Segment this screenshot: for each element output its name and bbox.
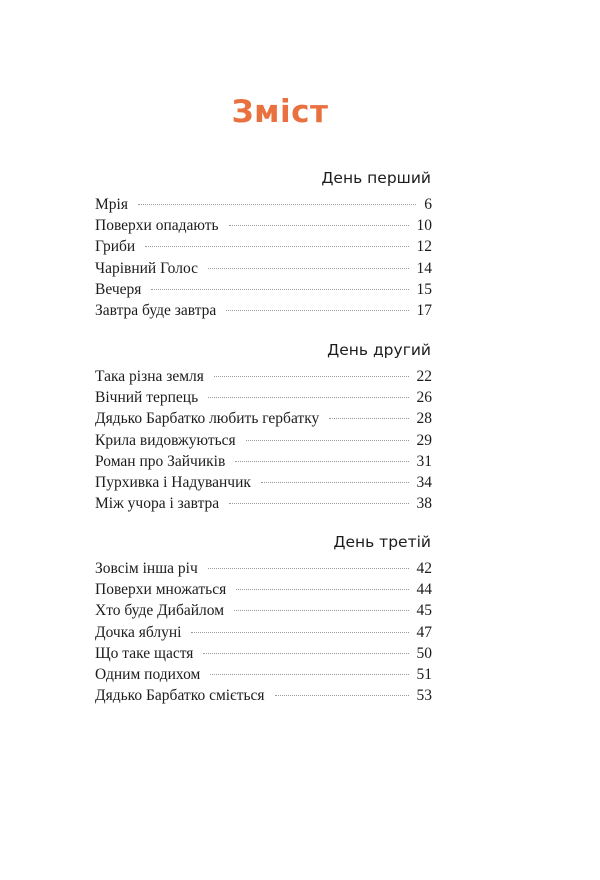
- entry-title: Завтра буде завтра: [95, 301, 217, 319]
- toc-entry[interactable]: [95, 300, 432, 321]
- entry-page-number: 50: [416, 644, 432, 662]
- entry-page-number: 47: [416, 623, 432, 641]
- dot-leader: [145, 246, 408, 247]
- entry-page-number: 38: [416, 495, 432, 513]
- entry-page-number: 31: [416, 452, 432, 470]
- entry-page-number: 22: [416, 368, 432, 385]
- toc-entry[interactable]: [95, 194, 432, 215]
- entry-title: Пурхивка і Надуванчик: [95, 473, 251, 491]
- dot-leader: [236, 589, 408, 590]
- dot-leader: [208, 568, 409, 569]
- toc-entry[interactable]: [95, 685, 432, 706]
- entry-page-number: 34: [416, 473, 432, 491]
- entry-page-number: 53: [416, 687, 432, 705]
- entry-title: Чарівний Голос: [95, 259, 198, 277]
- toc-entry[interactable]: [95, 279, 432, 300]
- toc-entry[interactable]: [95, 579, 432, 600]
- entry-page-number: 6: [424, 196, 432, 213]
- entry-page-number: 14: [416, 259, 432, 277]
- dot-leader: [229, 503, 408, 504]
- toc-entry[interactable]: [95, 366, 432, 387]
- dot-leader: [246, 440, 409, 441]
- toc-entry[interactable]: [95, 493, 432, 514]
- entry-page-number: 17: [416, 301, 432, 319]
- toc-entry[interactable]: [95, 387, 432, 408]
- dot-leader: [235, 461, 408, 462]
- toc-entry[interactable]: [95, 472, 432, 493]
- entry-page-number: 10: [416, 217, 432, 235]
- entry-title: Така різна земля: [95, 368, 204, 385]
- entry-title: Дядько Барбатко любить гербатку: [95, 410, 320, 428]
- entry-page-number: 45: [416, 602, 432, 620]
- entry-title: Вічний терпець: [95, 389, 199, 407]
- entry-title: Між учора і завтра: [95, 495, 220, 513]
- toc-entry[interactable]: [95, 408, 432, 429]
- toc-entry[interactable]: [95, 258, 432, 279]
- dot-leader: [151, 289, 408, 290]
- toc-entry[interactable]: [95, 622, 432, 643]
- page-title: Зміст: [231, 94, 329, 130]
- entry-title: Зовсім інша річ: [95, 560, 198, 577]
- entry-title: Дочка яблуні: [95, 623, 182, 641]
- dot-leader: [229, 225, 409, 226]
- toc-entry[interactable]: [95, 236, 432, 257]
- entry-page-number: 44: [416, 581, 432, 599]
- section-heading: День третій: [333, 533, 431, 551]
- entry-title: Роман про Зайчиків: [95, 452, 226, 470]
- dot-leader: [261, 482, 409, 483]
- entry-title: Гриби: [95, 238, 136, 256]
- entry-page-number: 15: [416, 280, 432, 298]
- entry-page-number: 12: [416, 238, 432, 256]
- toc-entry[interactable]: [95, 558, 432, 579]
- entry-page-number: 28: [416, 410, 432, 428]
- toc-entry[interactable]: [95, 643, 432, 664]
- entry-page-number: 26: [416, 389, 432, 407]
- entry-title: Дядько Барбатко сміється: [95, 687, 265, 705]
- entry-title: Одним подихом: [95, 665, 201, 683]
- dot-leader: [275, 695, 409, 696]
- entry-title: Що таке щастя: [95, 644, 194, 662]
- toc-section-day-one: [95, 167, 432, 321]
- toc-entry[interactable]: [95, 451, 432, 472]
- dot-leader: [226, 310, 408, 311]
- section-heading: День другий: [327, 341, 431, 359]
- section-heading: День перший: [321, 169, 431, 187]
- toc-section-day-three: [95, 531, 432, 706]
- entry-title: Хто буде Дибайлом: [95, 602, 225, 620]
- dot-leader: [208, 397, 408, 398]
- entry-title: Поверхи опадають: [95, 217, 219, 235]
- entry-page-number: 29: [416, 431, 432, 449]
- entry-title: Крила видовжуються: [95, 431, 236, 449]
- toc-section-day-two: [95, 339, 432, 514]
- dot-leader: [191, 632, 408, 633]
- entry-title: Поверхи множаться: [95, 581, 227, 599]
- toc-entry[interactable]: [95, 664, 432, 685]
- dot-leader: [210, 674, 408, 675]
- dot-leader: [214, 376, 409, 377]
- toc-entry[interactable]: [95, 215, 432, 236]
- entry-title: Вечеря: [95, 280, 142, 298]
- dot-leader: [208, 268, 409, 269]
- dot-leader: [234, 610, 408, 611]
- toc-entry[interactable]: [95, 430, 432, 451]
- entry-title: Мрія: [95, 196, 128, 213]
- toc-entry[interactable]: [95, 600, 432, 621]
- entry-page-number: 42: [416, 560, 432, 577]
- dot-leader: [329, 418, 408, 419]
- dot-leader: [203, 653, 408, 654]
- entry-page-number: 51: [416, 665, 432, 683]
- dot-leader: [138, 204, 416, 205]
